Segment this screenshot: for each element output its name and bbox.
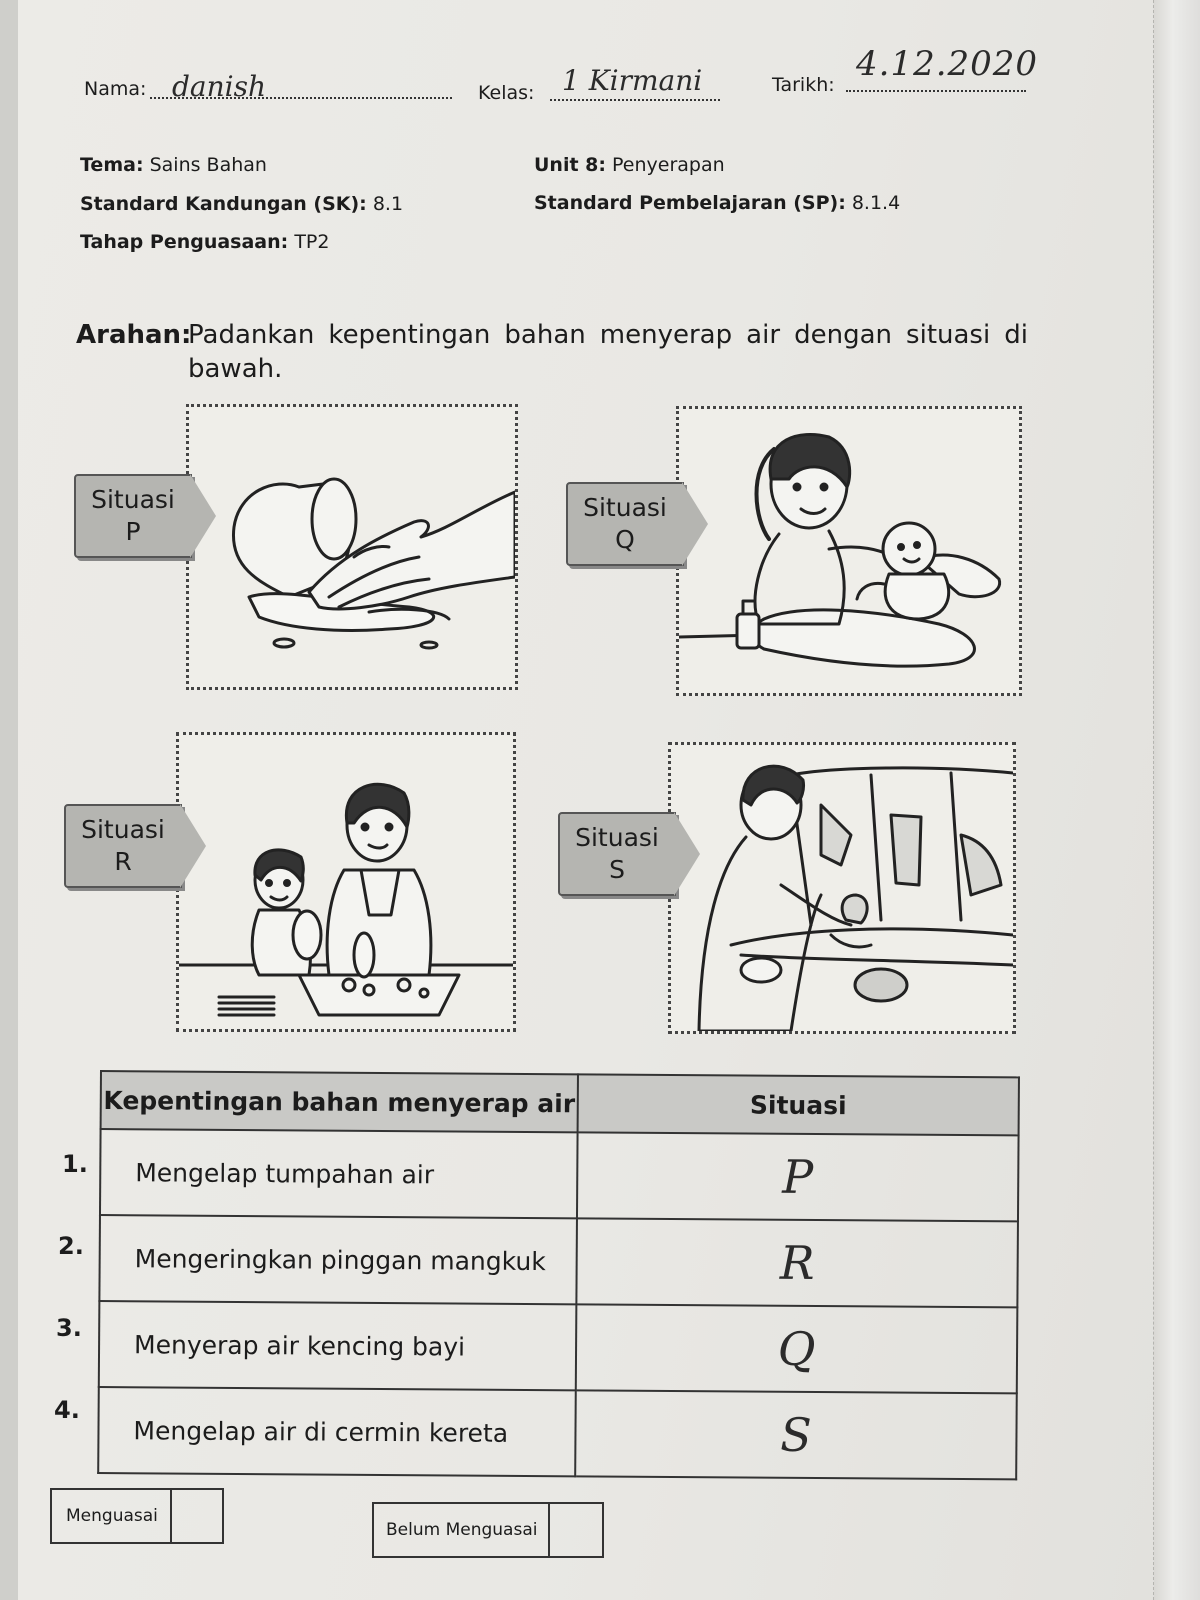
class-value: 1 Kirmani [562, 64, 703, 97]
sp-value: 8.1.4 [851, 192, 901, 214]
header-situation: Situasi [578, 1074, 1019, 1135]
answer-table [97, 1070, 1020, 1480]
spill-illustration [189, 407, 515, 687]
sp-label: Standard Pembelajaran (SP): [534, 192, 846, 214]
panel-s [668, 742, 1016, 1034]
unit-row [534, 154, 725, 176]
mastered-box [50, 1488, 224, 1544]
row-3-answer[interactable]: Q [576, 1304, 1018, 1393]
tp-row [80, 231, 329, 253]
row-2-answer[interactable]: R [576, 1218, 1018, 1307]
class-label: Kelas: [478, 82, 535, 104]
panel-r [176, 732, 516, 1032]
row-2-number: 2. [58, 1232, 84, 1260]
not-mastered-checkbox[interactable] [548, 1504, 606, 1556]
sk-row [80, 193, 403, 215]
table-row [99, 1215, 1018, 1307]
row-1-answer[interactable]: P [577, 1132, 1019, 1221]
instruction-label: Arahan: [76, 320, 192, 350]
situasi-q-letter: Q [615, 525, 635, 554]
situasi-p-tag [74, 474, 192, 558]
mastered-checkbox[interactable] [170, 1490, 226, 1542]
date-value: 4.12.2020 [856, 44, 1039, 84]
row-3-number: 3. [56, 1314, 82, 1342]
instruction-text: Padankan kepentingan bahan menyerap air dengan situasi di bawah. [188, 320, 1028, 384]
dishwashing-illustration [179, 735, 513, 1029]
table-row [98, 1387, 1017, 1479]
not-mastered-box [372, 1502, 604, 1558]
tema-row [80, 154, 267, 176]
name-label: Nama: [84, 78, 147, 100]
tp-label: Tahap Penguasaan: [80, 231, 289, 253]
tema-label: Tema: [80, 154, 144, 176]
sk-value: 8.1 [372, 193, 404, 215]
situasi-r-word: Situasi [81, 815, 165, 844]
unit-label: Unit 8: [534, 154, 606, 176]
panel-q [676, 406, 1022, 696]
situasi-p-letter: P [125, 517, 141, 546]
table-row [100, 1129, 1019, 1221]
row-4-text: Mengelap air di cermin kereta [98, 1387, 576, 1476]
row-4-number: 4. [54, 1396, 80, 1424]
row-2-text: Mengeringkan pinggan mangkuk [99, 1215, 577, 1304]
situasi-p-word: Situasi [91, 485, 175, 514]
row-4-answer[interactable]: S [575, 1390, 1017, 1479]
tema-value: Sains Bahan [149, 154, 267, 176]
table-row [99, 1301, 1018, 1393]
situasi-s-letter: S [609, 855, 625, 884]
sp-row [534, 192, 900, 214]
situasi-q-tag [566, 482, 684, 566]
unit-value: Penyerapan [612, 154, 725, 176]
mastered-label: Menguasai [66, 1506, 158, 1526]
situasi-r-tag [64, 804, 182, 888]
page-stack-edge [1153, 0, 1200, 1600]
row-1-text: Mengelap tumpahan air [100, 1129, 578, 1218]
panel-p [186, 404, 518, 690]
tp-value: TP2 [294, 231, 330, 253]
sk-label: Standard Kandungan (SK): [80, 193, 367, 215]
name-value: danish [172, 70, 267, 103]
situasi-s-word: Situasi [575, 823, 659, 852]
situasi-q-word: Situasi [583, 493, 667, 522]
date-label: Tarikh: [772, 74, 835, 96]
row-3-text: Menyerap air kencing bayi [99, 1301, 577, 1390]
table-header-row [101, 1071, 1019, 1135]
row-1-number: 1. [62, 1150, 88, 1178]
not-mastered-label: Belum Menguasai [386, 1520, 538, 1540]
situasi-s-tag [558, 812, 676, 896]
class-line [550, 99, 720, 101]
car-wash-illustration [671, 745, 1013, 1031]
baby-illustration [679, 409, 1019, 693]
situasi-r-letter: R [114, 847, 132, 876]
date-line [846, 90, 1026, 92]
header-importance: Kepentingan bahan menyerap air [101, 1071, 578, 1132]
